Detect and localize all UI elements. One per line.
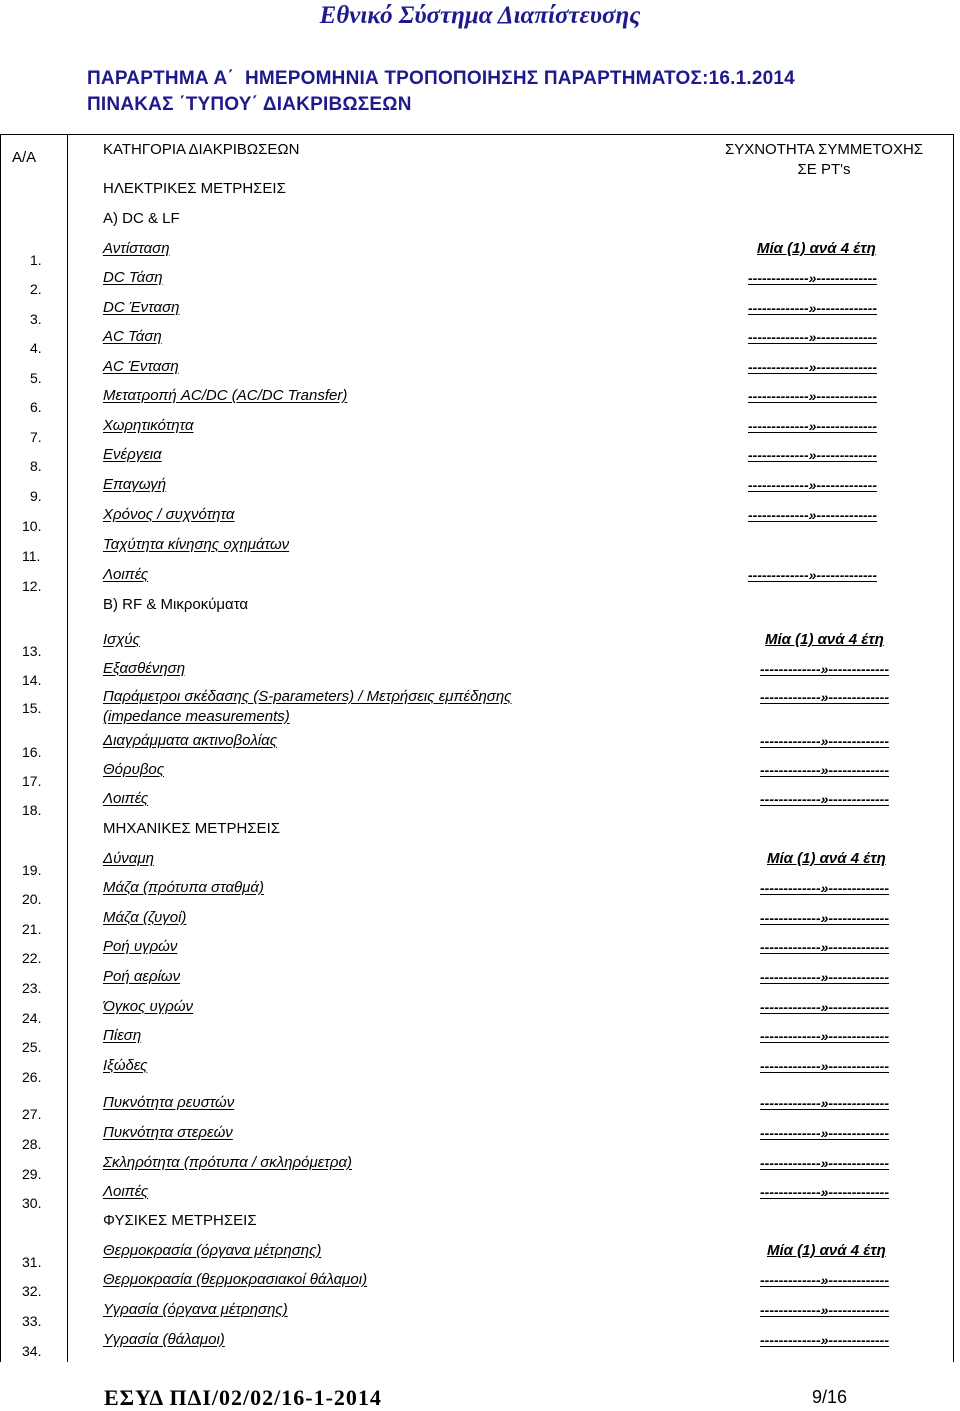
row-category: Θόρυβος [103, 761, 165, 778]
row-number: 22. [22, 950, 42, 966]
row-number: 4. [30, 340, 42, 356]
row-number: 7. [30, 429, 42, 445]
row-category: Αντίσταση [103, 240, 170, 257]
row-category: Υγρασία (θάλαμοι) [103, 1331, 225, 1348]
row-frequency: -------------»------------- [748, 447, 878, 463]
row-frequency: -------------»------------- [748, 329, 878, 345]
row-frequency: -------------»------------- [760, 762, 890, 778]
row-number: 25. [22, 1039, 42, 1055]
organization-header: Εθνικό Σύστημα Διαπίστευσης [319, 2, 641, 29]
table-border-left [0, 134, 1, 1362]
row-number: 5. [30, 370, 42, 386]
row-frequency: -------------»------------- [760, 661, 890, 677]
row-category: Πίεση [103, 1027, 142, 1044]
row-frequency: -------------»------------- [760, 939, 890, 955]
row-number: 14. [22, 672, 42, 688]
row-category: Λοιπές [103, 1183, 149, 1200]
row-frequency: -------------»------------- [760, 1155, 890, 1171]
row-number: 34. [22, 1343, 42, 1359]
document-code: ΕΣΥΔ ΠΔΙ/02/02/16-1-2014 [104, 1385, 382, 1410]
table-border-right [953, 134, 954, 1362]
row-frequency: -------------»------------- [760, 733, 890, 749]
row-category: Πυκνότητα στερεών [103, 1124, 233, 1141]
section-rf: Β) RF & Μικροκύματα [103, 596, 249, 613]
column-header-frequency-line2: ΣΕ PT's [797, 161, 851, 178]
row-category: Χωρητικότητα [103, 417, 194, 434]
row-number: 27. [22, 1106, 42, 1122]
row-number: 2. [30, 281, 42, 297]
row-frequency: -------------»------------- [760, 1332, 890, 1348]
row-number: 9. [30, 488, 42, 504]
page-number: 9/16 [812, 1387, 848, 1407]
row-frequency: -------------»------------- [760, 1095, 890, 1111]
row-category: DC Τάση [103, 269, 163, 286]
row-frequency: -------------»------------- [760, 1272, 890, 1288]
row-category: Σκληρότητα (πρότυπα / σκληρόμετρα) [103, 1154, 353, 1171]
row-frequency: -------------»------------- [748, 567, 878, 583]
row-number: 16. [22, 744, 42, 760]
row-number: 31. [22, 1254, 42, 1270]
row-number: 6. [30, 399, 42, 415]
row-category: Ροή υγρών [103, 938, 178, 955]
row-frequency: Μία (1) ανά 4 έτη [767, 850, 886, 867]
row-category: AC Ένταση [103, 358, 179, 375]
row-category: Επαγωγή [103, 476, 167, 493]
row-frequency: Μία (1) ανά 4 έτη [767, 1242, 886, 1259]
section-mechanical: ΜΗΧΑΝΙΚΕΣ ΜΕΤΡΗΣΕΙΣ [103, 820, 281, 837]
row-category: Δύναμη [103, 850, 154, 867]
section-electrical: ΗΛΕΚΤΡΙΚΕΣ ΜΕΤΡΗΣΕΙΣ [103, 180, 286, 197]
row-frequency: -------------»------------- [760, 1184, 890, 1200]
row-category: Υγρασία (όργανα μέτρησης) [103, 1301, 288, 1318]
row-number: 13. [22, 643, 42, 659]
row-category: Παράμετροι σκέδασης (S-parameters) / Μετρήσεις εμπέδησης [103, 688, 512, 705]
row-number: 26. [22, 1069, 42, 1085]
row-number: 33. [22, 1313, 42, 1329]
row-category: Εξασθένηση [103, 660, 186, 677]
row-category: Λοιπές [103, 566, 149, 583]
row-category: Μάζα (ζυγοί) [103, 909, 187, 926]
row-category: Διαγράμματα ακτινοβολίας [103, 732, 278, 749]
row-number: 15. [22, 700, 42, 716]
row-frequency: -------------»------------- [760, 880, 890, 896]
row-category: AC Τάση [103, 328, 162, 345]
row-number: 32. [22, 1283, 42, 1299]
row-number: 29. [22, 1166, 42, 1182]
row-frequency: Μία (1) ανά 4 έτη [757, 240, 876, 257]
row-category: Μετατροπή AC/DC (AC/DC Transfer) [103, 387, 348, 404]
calibration-table [0, 134, 960, 1362]
row-category: Θερμοκρασία (θερμοκρασιακοί θάλαμοι) [103, 1271, 368, 1288]
annex-title [87, 66, 795, 118]
row-number: 12. [22, 578, 42, 594]
row-number: 20. [22, 891, 42, 907]
row-number: 17. [22, 773, 42, 789]
row-category-continuation: (impedance measurements) [103, 708, 290, 725]
row-number: 18. [22, 802, 42, 818]
row-category: Ταχύτητα κίνησης οχημάτων [103, 536, 290, 553]
row-frequency: -------------»------------- [760, 910, 890, 926]
row-number: 28. [22, 1136, 42, 1152]
row-frequency: -------------»------------- [760, 1302, 890, 1318]
section-physical: ΦΥΣΙΚΕΣ ΜΕΤΡΗΣΕΙΣ [103, 1212, 257, 1229]
row-frequency: -------------»------------- [748, 418, 878, 434]
column-header-frequency-line1: ΣΥΧΝΟΤΗΤΑ ΣΥΜΜΕΤΟΧΗΣ [724, 141, 924, 158]
row-category: Ροή αερίων [103, 968, 181, 985]
row-category: Λοιπές [103, 790, 149, 807]
row-number: 24. [22, 1010, 42, 1026]
row-frequency: -------------»------------- [760, 1058, 890, 1074]
row-frequency: Μία (1) ανά 4 έτη [765, 631, 884, 648]
section-dc-lf: Α) DC & LF [103, 210, 180, 227]
row-frequency: -------------»------------- [760, 969, 890, 985]
row-frequency: -------------»------------- [748, 388, 878, 404]
row-frequency: -------------»------------- [748, 270, 878, 286]
row-frequency: -------------»------------- [748, 359, 878, 375]
row-number: 30. [22, 1195, 42, 1211]
row-category: DC Ένταση [103, 299, 180, 316]
row-number: 10. [22, 518, 42, 534]
row-category: Θερμοκρασία (όργανα μέτρησης) [103, 1242, 322, 1259]
row-frequency: -------------»------------- [760, 999, 890, 1015]
row-number: 3. [30, 311, 42, 327]
column-header-aa: Α/Α [12, 149, 37, 166]
row-frequency: -------------»------------- [760, 1028, 890, 1044]
row-number: 8. [30, 458, 42, 474]
row-frequency: -------------»------------- [760, 1125, 890, 1141]
table-border-number-column [67, 134, 68, 1362]
row-number: 1. [30, 252, 42, 268]
row-number: 21. [22, 921, 42, 937]
annex-title-line2: ΠΙΝΑΚΑΣ ΄ΤΥΠΟΥ΄ ΔΙΑΚΡΙΒΩΣΕΩΝ [87, 94, 412, 115]
annex-title-line1: ΠΑΡΑΡΤΗΜΑ Α΄ ΗΜΕΡΟΜΗΝΙΑ ΤΡΟΠΟΠΟΙΗΣΗΣ ΠΑΡΑΡΤΗΜΑΤΟΣ:16.1.2014 [87, 68, 795, 89]
row-frequency: -------------»------------- [748, 507, 878, 523]
column-header-category: ΚΑΤΗΓΟΡΙΑ ΔΙΑΚΡΙΒΩΣΕΩΝ [103, 141, 300, 158]
row-frequency: -------------»------------- [748, 300, 878, 316]
row-category: Όγκος υγρών [103, 998, 194, 1015]
row-category: Πυκνότητα ρευστών [103, 1094, 235, 1111]
row-number: 23. [22, 980, 42, 996]
row-frequency: -------------»------------- [748, 477, 878, 493]
row-frequency: -------------»------------- [760, 689, 890, 705]
row-category: Χρόνος / συχνότητα [103, 506, 235, 523]
row-category: Ενέργεια [103, 446, 162, 463]
row-category: Μάζα (πρότυπα σταθμά) [103, 879, 264, 896]
row-category: Ισχύς [103, 631, 140, 648]
row-number: 19. [22, 862, 42, 878]
row-frequency: -------------»------------- [760, 791, 890, 807]
row-category: Ιξώδες [103, 1057, 148, 1074]
row-number: 11. [22, 548, 41, 564]
